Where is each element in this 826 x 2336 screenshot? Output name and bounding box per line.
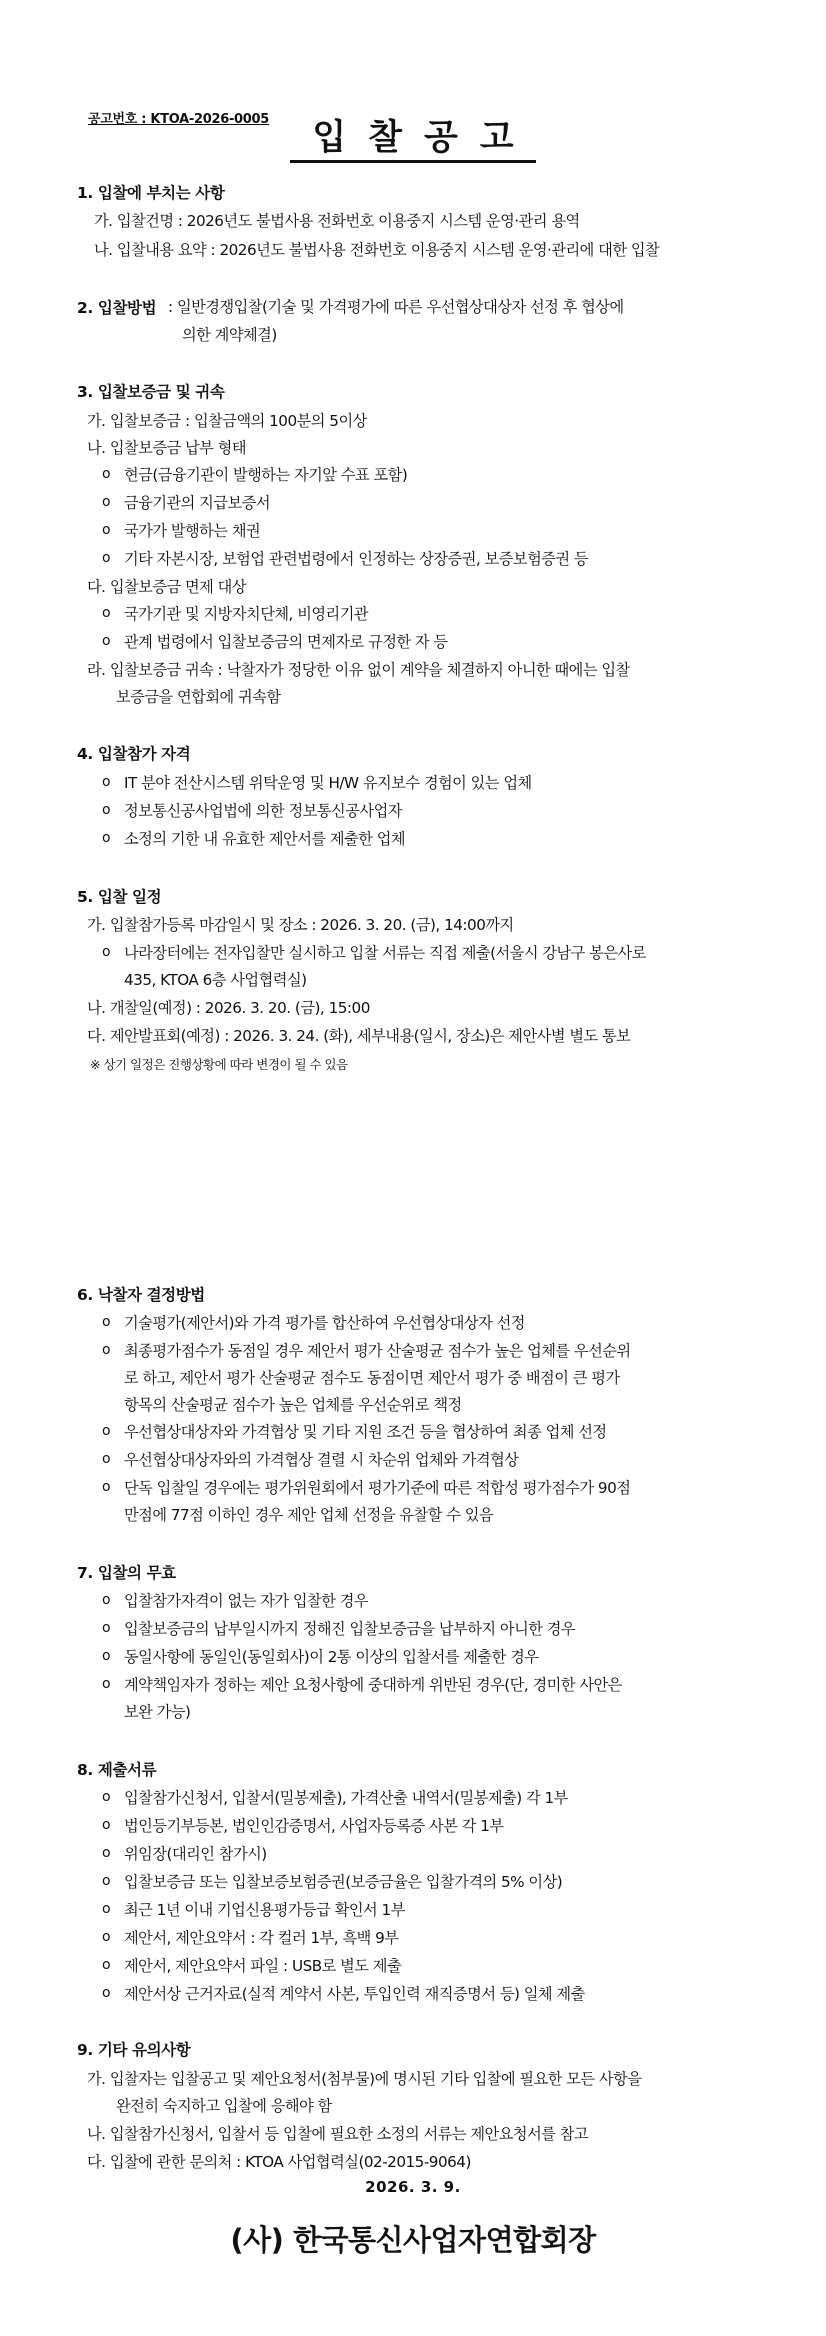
bullet-marker: o — [102, 1957, 111, 1973]
section-5-item-a-detail-2: 435, KTOA 6층 사업협력실) — [124, 971, 307, 989]
section-6-heading: 6. 낙찰자 결정방법 — [77, 1286, 205, 1304]
section-9-item-b: 나. 입찰참가신청서, 입찰서 등 입찰에 필요한 소정의 서류는 제안요청서를 참고 — [87, 2125, 589, 2143]
list-item: 위임장(대리인 참가시) — [124, 1845, 267, 1863]
section-3-item-c: 다. 입찰보증금 면제 대상 — [87, 578, 247, 596]
list-item: 국가기관 및 지방자치단체, 비영리기관 — [124, 605, 369, 623]
section-2-heading: 2. 입찰방법 — [77, 299, 157, 317]
bullet-marker: o — [102, 774, 111, 790]
list-item-continued: 보완 가능) — [124, 1703, 191, 1721]
section-2-line-1: : 일반경쟁입찰(기술 및 가격평가에 따른 우선협상대상자 선정 후 협상에 — [168, 298, 624, 316]
section-3-item-b: 나. 입찰보증금 납부 형태 — [87, 439, 247, 457]
bullet-marker: o — [102, 1676, 111, 1692]
list-item: 기타 자본시장, 보험업 관련법령에서 인정하는 상장증권, 보증보험증권 등 — [124, 550, 589, 568]
section-9-item-a-line-2: 완전히 숙지하고 입찰에 응해야 함 — [116, 2097, 332, 2115]
bullet-marker: o — [102, 605, 111, 621]
bullet-marker: o — [102, 1789, 111, 1805]
section-1-heading: 1. 입찰에 부치는 사항 — [77, 184, 225, 202]
bullet-marker: o — [102, 1648, 111, 1664]
list-item: 제안서상 근거자료(실적 계약서 사본, 투입인력 재직증명서 등) 일체 제출 — [124, 1985, 585, 2003]
announcement-date: 2026. 3. 9. — [365, 2178, 461, 2196]
list-item: 금융기관의 지급보증서 — [124, 494, 271, 512]
bullet-marker: o — [102, 1342, 111, 1358]
list-item-continued: 항목의 산술평균 점수가 높은 업체를 우선순위로 책정 — [124, 1396, 462, 1414]
list-item: 우선협상대상자와의 가격협상 결렬 시 차순위 업체와 가격협상 — [124, 1451, 519, 1469]
list-item: IT 분야 전산시스템 위탁운영 및 H/W 유지보수 경험이 있는 업체 — [124, 774, 532, 792]
section-3-item-d-line-1: 라. 입찰보증금 귀속 : 낙찰자가 정당한 이유 없이 계약을 체결하지 아니한 때에는 입찰 — [87, 661, 630, 679]
list-item: 입찰보증금의 납부일시까지 정해진 입찰보증금을 납부하지 아니한 경우 — [124, 1620, 576, 1638]
section-5-item-c: 다. 제안발표회(예정) : 2026. 3. 24. (화), 세부내용(일시, 장소)은 제안사별 별도 통보 — [87, 1027, 631, 1045]
section-3-item-a: 가. 입찰보증금 : 입찰금액의 100분의 5이상 — [87, 412, 367, 430]
list-item-continued: 만점에 77점 이하인 경우 제안 업체 선정을 유찰할 수 있음 — [124, 1506, 494, 1524]
section-5-heading: 5. 입찰 일정 — [77, 888, 162, 906]
list-item: 동일사항에 동일인(동일회사)이 2통 이상의 입찰서를 제출한 경우 — [124, 1648, 539, 1666]
bullet-marker: o — [102, 1479, 111, 1495]
list-item: 최종평가점수가 동점일 경우 제안서 평가 산술평균 점수가 높은 업체를 우선순위 — [124, 1342, 631, 1360]
list-item: 우선협상대상자와 가격협상 및 기타 지원 조건 등을 협상하여 최종 업체 선정 — [124, 1423, 607, 1441]
list-item: 현금(금융기관이 발행하는 자기앞 수표 포함) — [124, 466, 408, 484]
bullet-marker: o — [102, 1451, 111, 1467]
section-7-heading: 7. 입찰의 무효 — [77, 1564, 176, 1582]
section-1-item-b: 나. 입찰내용 요약 : 2026년도 불법사용 전화번호 이용중지 시스템 운영·관리에 대한 입찰 — [94, 241, 660, 259]
list-item: 제안서, 제안요약서 : 각 컬러 1부, 흑백 9부 — [124, 1929, 399, 1947]
list-item: 최근 1년 이내 기업신용평가등급 확인서 1부 — [124, 1901, 405, 1919]
list-item: 법인등기부등본, 법인인감증명서, 사업자등록증 사본 각 1부 — [124, 1817, 504, 1835]
list-item: 단독 입찰일 경우에는 평가위원회에서 평가기준에 따른 적합성 평가점수가 90점 — [124, 1479, 631, 1497]
list-item: 입찰참가신청서, 입찰서(밀봉제출), 가격산출 내역서(밀봉제출) 각 1부 — [124, 1789, 568, 1807]
bullet-marker: o — [102, 944, 111, 960]
list-item: 입찰보증금 또는 입찰보증보험증권(보증금율은 입찰가격의 5% 이상) — [124, 1873, 563, 1891]
list-item: 관계 법령에서 입찰보증금의 면제자로 규정한 자 등 — [124, 633, 448, 651]
bullet-marker: o — [102, 1929, 111, 1945]
bullet-marker: o — [102, 522, 111, 538]
section-5-item-a-detail-1: 나라장터에는 전자입찰만 실시하고 입찰 서류는 직접 제출(서울시 강남구 봉은사로 — [124, 944, 646, 962]
page-title-text: 입찰공고 — [290, 118, 535, 163]
notice-number: 공고번호 : KTOA-2026-0005 — [88, 112, 270, 127]
bullet-marker: o — [102, 1314, 111, 1330]
bullet-marker: o — [102, 1873, 111, 1889]
issuer-name: (사) 한국통신사업자연합회장 — [230, 2223, 596, 2257]
list-item: 제안서, 제안요약서 파일 : USB로 별도 제출 — [124, 1957, 402, 1975]
list-item: 계약책임자가 정하는 제안 요청사항에 중대하게 위반된 경우(단, 경미한 사안은 — [124, 1676, 622, 1694]
section-3-item-d-line-2: 보증금을 연합회에 귀속함 — [116, 688, 281, 706]
section-8-heading: 8. 제출서류 — [77, 1761, 157, 1779]
bullet-marker: o — [102, 1423, 111, 1439]
bullet-marker: o — [102, 830, 111, 846]
list-item: 국가가 발행하는 채권 — [124, 522, 261, 540]
bullet-marker: o — [102, 1592, 111, 1608]
bullet-marker: o — [102, 494, 111, 510]
section-5-item-b: 나. 개찰일(예정) : 2026. 3. 20. (금), 15:00 — [87, 999, 370, 1017]
section-1-item-a: 가. 입찰건명 : 2026년도 불법사용 전화번호 이용중지 시스템 운영·관리 용역 — [94, 212, 580, 230]
bullet-marker: o — [102, 550, 111, 566]
bullet-marker: o — [102, 1985, 111, 2001]
bullet-marker: o — [102, 802, 111, 818]
section-3-heading: 3. 입찰보증금 및 귀속 — [77, 383, 225, 401]
section-5-item-a: 가. 입찰참가등록 마감일시 및 장소 : 2026. 3. 20. (금), 14:00까지 — [87, 916, 514, 934]
bullet-marker: o — [102, 1817, 111, 1833]
schedule-note: ※ 상기 일정은 진행상황에 따라 변경이 될 수 있음 — [90, 1057, 348, 1072]
section-9-item-c: 다. 입찰에 관한 문의처 : KTOA 사업협력실(02-2015-9064) — [87, 2153, 471, 2171]
list-item: 기술평가(제안서)와 가격 평가를 합산하여 우선협상대상자 선정 — [124, 1314, 525, 1332]
bullet-marker: o — [102, 633, 111, 649]
section-9-heading: 9. 기타 유의사항 — [77, 2041, 191, 2059]
page-title — [0, 110, 826, 160]
bullet-marker: o — [102, 1620, 111, 1636]
section-9-item-a-line-1: 가. 입찰자는 입찰공고 및 제안요청서(첨부물)에 명시된 기타 입찰에 필요한 모든 사항을 — [87, 2070, 642, 2088]
list-item-continued: 로 하고, 제안서 평가 산술평균 점수도 동점이면 제안서 평가 중 배점이 큰 평가 — [124, 1369, 620, 1387]
bullet-marker: o — [102, 1901, 111, 1917]
list-item: 소정의 기한 내 유효한 제안서를 제출한 업체 — [124, 830, 406, 848]
section-2-line-2: 의한 계약체결) — [182, 326, 277, 344]
list-item: 입찰참가자격이 없는 자가 입찰한 경우 — [124, 1592, 369, 1610]
bullet-marker: o — [102, 1845, 111, 1861]
list-item: 정보통신공사업법에 의한 정보통신공사업자 — [124, 802, 402, 820]
bullet-marker: o — [102, 466, 111, 482]
section-4-heading: 4. 입찰참가 자격 — [77, 745, 191, 763]
